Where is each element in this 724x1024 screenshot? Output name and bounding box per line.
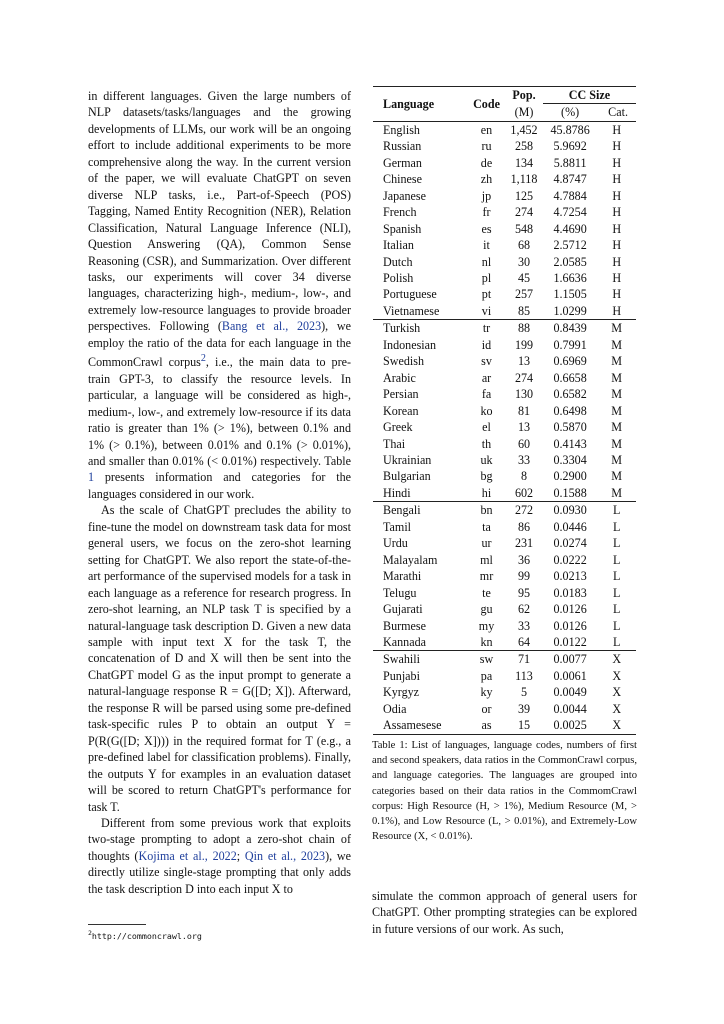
cell-category: M [611, 370, 623, 385]
table-row [373, 419, 636, 435]
cell-category: X [612, 685, 622, 700]
table-row [373, 403, 636, 419]
table-caption: Table 1: List of languages, language codes, numbers of first and second speakers, data ratios in the CommonCrawl corpus, and language categories. The languages are grouped into categories based on their data ratios in the CommomCrawl corpus: High Resource (H, > 1%), Medium Resource (M, > 0.1%), and Low Resource (L, > 0.01%), and Extremely-Low Resource (X, < 0.01%). [372, 740, 637, 843]
cell-cc-size: 0.8439 [543, 320, 598, 337]
paragraph-prompting: Different from some previous work that exploits two-stage prompting to adopt a zero-shot chain of thoughts (Kojima et al., 2022; Qin et al., 2023), we directly utilize single-stage prompting that only adds the task description D into each input X to [88, 815, 351, 896]
table-row [373, 502, 636, 519]
cell-code: jp [481, 188, 492, 203]
cell-pop: 86 [517, 519, 531, 534]
cell-pop: 99 [517, 569, 531, 584]
cell-language: Gujarati [383, 602, 423, 617]
cell-code: de [480, 155, 493, 170]
cell-category: L [612, 634, 621, 649]
cell-cc-size: 0.1588 [553, 485, 587, 500]
cell-cc-size: 5.8811 [553, 155, 587, 170]
table-row [373, 303, 636, 320]
cell-category: M [611, 420, 623, 435]
table-row [373, 568, 636, 584]
cell-language: Bulgarian [383, 469, 431, 484]
cell-category: M [611, 469, 623, 484]
cell-category: H [612, 238, 622, 253]
table-ref-1[interactable]: 1 [88, 470, 95, 485]
cell-cc-size: 1.6636 [553, 270, 587, 285]
cell-pop: 1,118 [510, 172, 538, 187]
cell-cc-size: 0.0025 [543, 717, 598, 734]
cell-pop: 95 [517, 585, 531, 600]
table-row [373, 204, 636, 220]
col-header-cc-pct: (%) [561, 105, 580, 120]
cell-code: hi [481, 485, 492, 500]
cell-pop: 5 [520, 685, 528, 700]
cell-cc-size: 0.0446 [553, 519, 587, 534]
cell-category: H [612, 172, 622, 187]
cell-code: ru [481, 139, 492, 154]
paragraph-intro: in different languages. Given the large numbers of NLP datasets/tasks/languages and the growing developments of LLMs, our work will be an ongoing effort to include additional experiments to be more comprehensive along the way. In the current version of the paper, we will evaluate ChatGPT on seven diverse NLP tasks, i.e., Part-of-Speech (POS) Tagging, Named Entity Recognition (NER), Relation Classification, Natural Language Inference (NLI), Question Answering (QA), Common Sense Reasoning (CSR), and Summarization. Over different tasks, our experiments will cover 34 diverse languages, characterizing high-, medium-, low-, and extremely low-resource languages to provide broader perspectives. Following (Bang et al., 2023), we employ the ratio of the data for each language in the CommonCrawl corpus$^2$, i.e., the main data to pre-train GPT-3, to classify the resource levels. In particular, a language will be considered as high-, medium-, low-, and extremely low-resource if its data ratio is greater than 1% (> 1%), between 0.1% and 1% (> 0.1%), between 0.01% and 0.1% (> 0.01%), and smaller than 0.01% (< 0.01%) respectively. Table 1 presents information and categories for the languages considered in our work. [88, 89, 352, 501]
cell-pop: 125 [514, 188, 534, 203]
cell-cc-size: 2.0585 [553, 254, 587, 269]
cell-code: ky [480, 685, 493, 700]
cell-pop: 1,452 [505, 121, 543, 138]
cell-cc-size: 0.6969 [553, 354, 587, 369]
cell-pop: 88 [505, 320, 543, 337]
cell-language: Portuguese [383, 287, 437, 302]
cell-code: ur [481, 536, 492, 551]
table-row [373, 485, 636, 502]
cell-code: it [483, 238, 490, 253]
cell-language: Thai [383, 436, 406, 451]
cell-cc-size: 0.4143 [553, 436, 587, 451]
footnote-ref-2[interactable]: 2 [200, 353, 206, 365]
table-row [373, 370, 636, 386]
cell-language: German [383, 155, 422, 170]
cell-code: kn [480, 634, 493, 649]
cell-pop: 33 [517, 618, 531, 633]
cell-language: Bengali [373, 502, 468, 519]
cell-cc-size: 45.8786 [543, 121, 598, 138]
cell-code: or [481, 701, 492, 716]
cell-category: X [612, 668, 622, 683]
table-row [373, 468, 636, 484]
cell-category: H [612, 303, 622, 318]
cell-language: Spanish [383, 221, 422, 236]
col-header-pop-unit: (M) [514, 105, 534, 120]
cell-category: M [611, 436, 623, 451]
cell-category: L [597, 502, 636, 519]
table-row [373, 618, 636, 634]
table-row [373, 353, 636, 369]
cell-code: th [481, 436, 492, 451]
cell-cc-size: 4.7254 [553, 205, 587, 220]
cell-language: Swahili [373, 651, 468, 668]
cell-code: uk [480, 452, 493, 467]
cell-category: M [611, 354, 623, 369]
cell-pop: 71 [505, 651, 543, 668]
footnote-divider [88, 924, 146, 925]
cell-pop: 62 [517, 602, 531, 617]
cell-code: sw [468, 651, 505, 668]
table-row [373, 320, 636, 337]
cell-cc-size: 0.0183 [553, 585, 587, 600]
table-row [373, 171, 636, 187]
cell-code: vi [481, 303, 492, 318]
cell-code: pl [481, 270, 492, 285]
cell-pop: 257 [514, 287, 534, 302]
col-header-code: Code [468, 87, 505, 122]
cell-code: en [468, 121, 505, 138]
cell-cc-size: 0.0930 [543, 502, 598, 519]
cell-cc-size: 0.0077 [543, 651, 598, 668]
cell-category: H [612, 188, 622, 203]
cell-code: bg [480, 469, 493, 484]
cell-category: H [612, 221, 622, 236]
cell-category: X [597, 717, 636, 734]
table-row [373, 634, 636, 651]
cell-pop: 272 [505, 502, 543, 519]
cell-language: Malayalam [383, 552, 438, 567]
cell-category: M [611, 387, 623, 402]
cell-category: L [612, 569, 621, 584]
left-column [88, 88, 351, 897]
cell-pop: 130 [514, 387, 534, 402]
cell-category: L [612, 618, 621, 633]
cell-language: English [373, 121, 468, 138]
cell-language: Kannada [383, 634, 426, 649]
cell-cc-size: 1.0299 [553, 303, 587, 318]
cell-category: H [612, 205, 622, 220]
table-row [373, 436, 636, 452]
footnote-link[interactable]: http://commoncrawl.org [91, 930, 202, 941]
cell-language: Punjabi [383, 668, 420, 683]
cell-language: Swedish [383, 354, 424, 369]
cell-code: mr [479, 569, 494, 584]
cell-cc-size: 4.7884 [553, 188, 587, 203]
cell-category: M [611, 337, 623, 352]
cell-cc-size: 2.5712 [553, 238, 587, 253]
citation-kojima-2022[interactable]: Kojima et al., 2022 [138, 848, 237, 863]
table-row [373, 701, 636, 717]
cell-code: sv [481, 354, 492, 369]
cell-pop: 548 [514, 221, 534, 236]
footnote: $^2$http://commoncrawl.org [88, 929, 202, 941]
cell-pop: 68 [517, 238, 531, 253]
cell-language: Italian [383, 238, 414, 253]
cell-category: H [597, 121, 636, 138]
cell-category: L [612, 552, 621, 567]
table-row [373, 237, 636, 253]
cell-code: es [481, 221, 492, 236]
cell-code: zh [480, 172, 493, 187]
table-row [373, 535, 636, 551]
col-header-cc-size: CC Size [543, 87, 636, 104]
table-row [373, 684, 636, 700]
cell-code: pa [480, 668, 493, 683]
table-row [373, 286, 636, 302]
cell-code: gu [480, 602, 493, 617]
cell-category: X [612, 701, 622, 716]
cell-code: ml [480, 552, 493, 567]
cell-code: fa [481, 387, 492, 402]
cell-pop: 33 [517, 452, 531, 467]
cell-cc-size: 0.6498 [553, 403, 587, 418]
table-row [373, 717, 636, 734]
cell-category: X [597, 651, 636, 668]
cell-language: Odia [383, 701, 407, 716]
table-row [373, 601, 636, 617]
cell-category: M [611, 485, 623, 500]
citation-qin-2023[interactable]: Qin et al., 2023 [244, 848, 326, 863]
table-row [373, 138, 636, 154]
cell-cc-size: 0.3304 [553, 452, 587, 467]
cell-cc-size: 1.1505 [553, 287, 587, 302]
cell-cc-size: 0.0126 [553, 618, 587, 633]
cell-category: H [612, 139, 622, 154]
cell-pop: 64 [517, 634, 531, 649]
cell-pop: 274 [514, 370, 534, 385]
cell-language: Assamesese [373, 717, 468, 734]
cell-language: Korean [383, 403, 419, 418]
cell-pop: 81 [517, 403, 531, 418]
cell-pop: 8 [520, 469, 528, 484]
cell-language: Greek [383, 420, 413, 435]
cell-cc-size: 0.0222 [553, 552, 587, 567]
table-row [373, 668, 636, 684]
cell-pop: 258 [514, 139, 534, 154]
cell-pop: 602 [514, 485, 534, 500]
cell-language: Hindi [383, 485, 411, 500]
cell-language: Telugu [383, 585, 417, 600]
cell-language: Kyrgyz [383, 685, 420, 700]
cell-code: id [481, 337, 492, 352]
cell-language: Marathi [383, 569, 422, 584]
cell-pop: 15 [505, 717, 543, 734]
cell-pop: 60 [517, 436, 531, 451]
cell-cc-size: 0.0126 [553, 602, 587, 617]
cell-category: H [612, 155, 622, 170]
cell-category: H [612, 270, 622, 285]
cell-language: Turkish [373, 320, 468, 337]
cell-pop: 36 [517, 552, 531, 567]
cell-language: Polish [383, 270, 414, 285]
table-row [373, 270, 636, 286]
cell-code: ta [482, 519, 491, 534]
cell-code: el [482, 420, 491, 435]
cell-language: Ukrainian [383, 452, 432, 467]
cell-cc-size: 0.0122 [553, 634, 587, 649]
cell-code: te [482, 585, 491, 600]
table-row [373, 155, 636, 171]
cell-pop: 231 [514, 536, 534, 551]
cell-language: French [383, 205, 417, 220]
cell-cc-size: 0.2900 [553, 469, 587, 484]
cell-language: Urdu [383, 536, 408, 551]
cell-language: Burmese [383, 618, 426, 633]
table-row [373, 519, 636, 535]
table-row [373, 386, 636, 402]
right-column-text: simulate the common approach of general users for ChatGPT. Other prompting strategies can be explored in future versions of our work. As such, [372, 889, 637, 936]
cell-cc-size: 0.7991 [553, 337, 587, 352]
cell-code: my [478, 618, 495, 633]
cell-language: Dutch [383, 254, 413, 269]
cell-category: H [612, 254, 622, 269]
citation-bang-2023[interactable]: Bang et al., 2023 [221, 319, 322, 334]
cell-category: M [611, 403, 623, 418]
cell-pop: 45 [517, 270, 531, 285]
cell-language: Indonesian [383, 337, 437, 352]
table-row [373, 651, 636, 668]
cell-cc-size: 0.0044 [553, 701, 587, 716]
col-header-cat: Cat. [608, 105, 628, 120]
cell-pop: 274 [514, 205, 534, 220]
cell-pop: 199 [514, 337, 534, 352]
cell-code: bn [468, 502, 505, 519]
cell-language: Tamil [383, 519, 412, 534]
cell-pop: 30 [517, 254, 531, 269]
cell-cc-size: 0.0274 [553, 536, 587, 551]
cell-category: L [612, 519, 621, 534]
col-header-pop: Pop. [505, 87, 543, 104]
cell-code: tr [468, 320, 505, 337]
table-row [373, 452, 636, 468]
cell-code: ar [481, 370, 492, 385]
cell-language: Persian [383, 387, 419, 402]
cell-language: Vietnamese [383, 303, 440, 318]
cell-pop: 134 [514, 155, 534, 170]
cell-category: L [612, 585, 621, 600]
table-row [373, 552, 636, 568]
cell-category: L [612, 602, 621, 617]
table-row [373, 121, 636, 138]
cell-pop: 85 [517, 303, 531, 318]
cell-cc-size: 0.5870 [553, 420, 587, 435]
cell-category: H [612, 287, 622, 302]
cell-cc-size: 0.0061 [553, 668, 587, 683]
cell-pop: 39 [517, 701, 531, 716]
table-row [373, 221, 636, 237]
cell-language: Chinese [383, 172, 422, 187]
table-row [373, 585, 636, 601]
cell-cc-size: 0.0049 [553, 685, 587, 700]
table-row [373, 188, 636, 204]
cell-cc-size: 4.8747 [553, 172, 587, 187]
cell-pop: 113 [515, 668, 533, 683]
cell-language: Russian [383, 139, 422, 154]
cell-category: M [597, 320, 636, 337]
cell-category: M [611, 452, 623, 467]
cell-code: nl [481, 254, 492, 269]
cell-pop: 13 [517, 420, 531, 435]
col-header-language: Language [373, 87, 468, 122]
cell-cc-size: 4.4690 [553, 221, 587, 236]
cell-cc-size: 0.0213 [553, 569, 587, 584]
cell-cc-size: 0.6582 [553, 387, 587, 402]
cell-cc-size: 5.9692 [553, 139, 587, 154]
cell-code: fr [482, 205, 491, 220]
cell-category: L [612, 536, 621, 551]
table-row [373, 254, 636, 270]
cell-cc-size: 0.6658 [553, 370, 587, 385]
cell-code: pt [481, 287, 492, 302]
languages-table [373, 86, 636, 735]
cell-language: Arabic [383, 370, 416, 385]
cell-pop: 13 [517, 354, 531, 369]
paragraph-zero-shot: As the scale of ChatGPT precludes the ability to fine-tune the model on downstream task data for most general users, we focus on the zero-shot learning setting for ChatGPT. We also report the state-of-the-art performance of the supervised models for a task in each language as a reference for research progress. In zero-shot learning, an NLP task T is specified by a natural-language task description D. Given a new data sample with input text X for the task T, the concatenation of D and X will then be sent into the ChatGPT model G as the input prompt to generate a natural-language response R = G([D; X]). Afterward, the response R will be parsed using some pre-defined task-specific rules P to obtain an output Y = P(R(G([D; X]))) in the required format for T (e.g., a pre-defined label for classification problems). Finally, the outputs Y for examples in an evaluation dataset will be scored to return ChatGPT's performance for task T. [88, 503, 351, 814]
table-row [373, 337, 636, 353]
cell-code: ko [480, 403, 493, 418]
cell-language: Japanese [383, 188, 426, 203]
cell-code: as [468, 717, 505, 734]
